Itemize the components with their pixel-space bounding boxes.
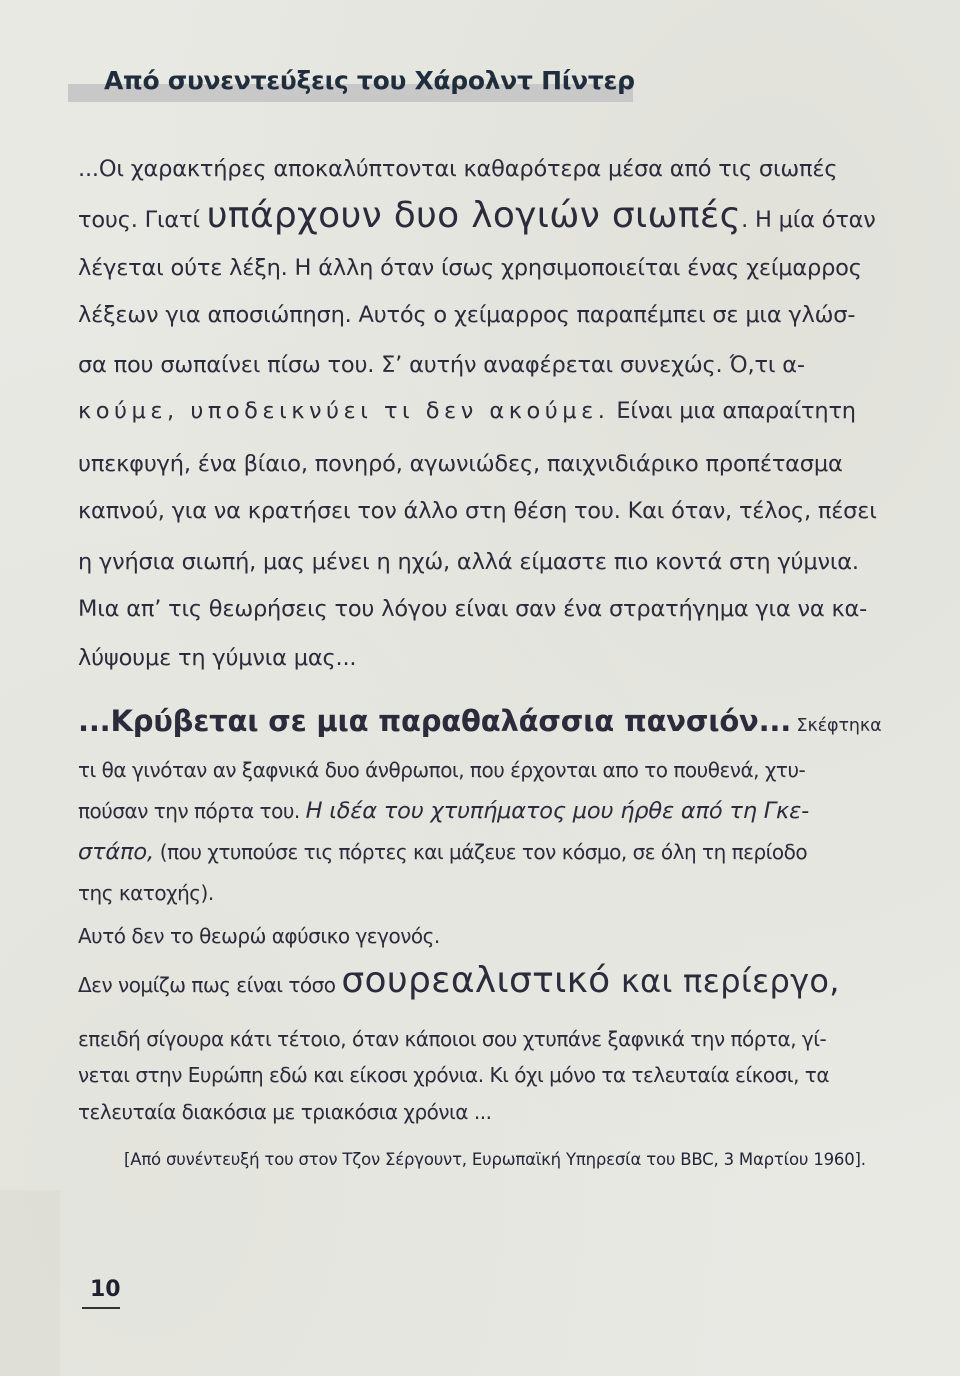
emphasis-text: σουρεαλιστικό: [341, 960, 611, 1001]
text-span: Σκέφτηκα: [791, 716, 882, 736]
text-line: ...Οι χαρακτήρες αποκαλύπτονται καθαρότερα μέσα από τις σιωπές: [78, 156, 838, 182]
text-line: η γνήσια σιωπή, μας μένει η ηχώ, αλλά είμαστε πιο κοντά στη γύμνια.: [78, 549, 859, 575]
text-line: [78, 704, 882, 738]
text-span: Είναι μια απαραίτητη: [609, 398, 856, 424]
text-span: . Η μία όταν: [741, 207, 876, 233]
text-line: νεται στην Ευρώπη εδώ και είκοσι χρόνια. Κι όχι μόνο τα τελευταία είκοσι, τα: [78, 1063, 830, 1087]
text-span: (που χτυπούσε τις πόρτες και μάζευε τον κόσμο, σε όλη τη περίοδο: [153, 840, 808, 864]
text-line: τι θα γινόταν αν ξαφνικά δυο άνθρωποι, που έρχονται απο το πουθενά, χτυ-: [78, 758, 806, 782]
page-title: Από συνεντεύξεις του Χάρολντ Πίντερ: [104, 66, 635, 95]
text-line: λέξεων για αποσιώπηση. Αυτός ο χείμαρρος παραπέμπει σε μια γλώσ-: [78, 302, 856, 328]
emphasis-text: στάπο,: [78, 839, 154, 865]
emphasis-text: Η ιδέα του χτυπήματος μου ήρθε από τη Γκε-: [305, 798, 809, 824]
text-span: Δεν νομίζω πως είναι τόσο: [78, 973, 342, 997]
text-line: Μια απ’ τις θεωρήσεις του λόγου είναι σαν ένα στρατήγημα για να κα-: [78, 596, 868, 622]
text-line: [78, 960, 840, 1001]
text-line: [78, 398, 856, 424]
emphasis-text: υπάρχουν δυο λογιών σιωπές: [206, 195, 742, 236]
text-span: τους. Γιατί: [78, 207, 207, 233]
text-line: της κατοχής).: [78, 881, 214, 905]
section-heading: ...Κρύβεται σε μια παραθαλάσσια πανσιόν...: [78, 704, 792, 738]
text-line: Αυτό δεν το θεωρώ αφύσικο γεγονός.: [78, 924, 440, 948]
text-span: πούσαν την πόρτα του.: [78, 799, 306, 823]
background-decoration: [0, 1190, 60, 1376]
text-line: τελευταία διακόσια με τριακόσια χρόνια ...: [78, 1100, 492, 1124]
text-line: υπεκφυγή, ένα βίαιο, πονηρό, αγωνιώδες, παιχνιδιάρικο προπέτασμα: [78, 451, 843, 477]
page-number: 10: [90, 1277, 121, 1302]
page-number-rule: [82, 1307, 120, 1309]
text-line: [78, 195, 876, 236]
text-line: λύψουμε τη γύμνια μας...: [78, 645, 357, 671]
text-line: [78, 798, 809, 824]
text-line: επειδή σίγουρα κάτι τέτοιο, όταν κάποιοι σου χτυπάνε ξαφνικά την πόρτα, γί-: [78, 1027, 827, 1051]
text-line: καπνού, για να κρατήσει τον άλλο στη θέση του. Και όταν, τέλος, πέσει: [78, 498, 877, 524]
text-line: σα που σωπαίνει πίσω του. Σ’ αυτήν αναφέρεται συνεχώς. Ό,τι α-: [78, 352, 805, 378]
citation: [Από συνέντευξή του στον Τζον Σέργουντ, Ευρωπαϊκή Υπηρεσία του BBC, 3 Μαρτίου 1960].: [124, 1150, 866, 1169]
text-line: λέγεται ούτε λέξη. Η άλλη όταν ίσως χρησιμοποιείται ένας χείμαρρος: [78, 255, 862, 281]
emphasis-text: και περίεργο,: [610, 962, 840, 1000]
emphasis-text: κούμε, υποδεικνύει τι δεν ακούμε.: [78, 398, 610, 424]
text-line: [78, 839, 807, 865]
